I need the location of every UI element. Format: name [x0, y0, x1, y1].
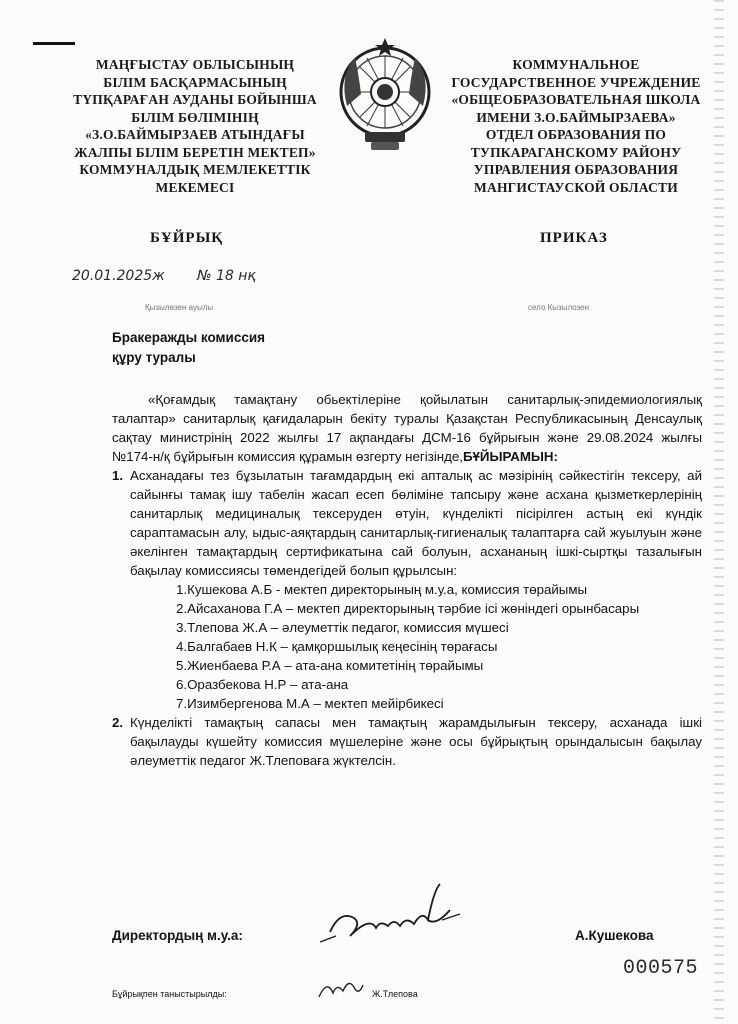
signature-label: Директордың м.у.а: [112, 928, 243, 943]
director-signature-icon [310, 880, 470, 960]
list-item: 6.Оразбекова Н.Р – ата-ана [176, 677, 349, 692]
list-item: 7.Изимбергенова М.А – мектеп мейірбикесі [176, 696, 444, 711]
order-item-1 [112, 466, 702, 713]
place-kz: Қызылөзен ауылы [145, 303, 214, 312]
header-left-line: БІЛІМ БӨЛІМІНІҢ [131, 109, 259, 125]
header-right-line: ИМЕНИ З.О.БАЙМЫРЗАЕВА» [476, 109, 676, 125]
list-item: 4.Балгабаев Н.К – қамқоршылық кеңесінің төрағасы [176, 639, 498, 654]
header-left-line: ТҮПҚАРАҒАН АУДАНЫ БОЙЫНША [73, 92, 317, 107]
header-left-line: «З.О.БАЙМЫРЗАЕВ АТЫНДАҒЫ [85, 127, 305, 142]
header-left-line: ЖАЛПЫ БІЛІМ БЕРЕТІН МЕКТЕП» [74, 144, 316, 160]
preamble-text: «Қоғамдық тамақтану обьектілеріне қойылатын санитарлық-эпидемиологиялық талаптар» санитарлық қағидаларын бекіту туралы Қазақстан Республикасының Денсаулық сақтау министрінің 2022 жылғы 17 ақпандағы ДСМ-16 бұйрығын және 29.08.2024 жылғы №174-н/қ бұйрығын комиссия құрамын өзгерту негізінде, [112, 392, 702, 464]
list-item: 1.Кушекова А.Б - мектеп директорының м.у.а, комиссия төрайымы [176, 582, 588, 597]
preamble-command: БҰЙЫРАМЫН: [462, 449, 558, 464]
signatory-name: А.Кушекова [575, 928, 654, 943]
order-number: № 18 нқ [197, 268, 256, 284]
order-subject [112, 328, 265, 368]
item-content [130, 466, 702, 713]
header-left-line: МАҢҒЫСТАУ ОБЛЫСЫНЫҢ [95, 57, 295, 72]
list-item: 5.Жиенбаева Р.А – ата-ана комитетінің төрайымы [176, 658, 484, 673]
commission-members-list [176, 580, 702, 713]
scan-edge-dots [714, 0, 724, 1024]
header-right-line: МАНГИСТАУСКОЙ ОБЛАСТИ [474, 179, 678, 195]
subject-line: құру туралы [112, 350, 196, 365]
header-left-line: МЕКЕМЕСІ [155, 179, 235, 195]
registration-number: 000575 [623, 957, 699, 980]
top-dash-mark [33, 42, 75, 45]
list-item: 3.Тлепова Ж.А – әлеуметтік педагог, комиссия мүшесі [176, 620, 509, 635]
header-left-line: КОММУНАЛДЫҚ МЕМЛЕКЕТТІК [79, 162, 311, 177]
header-right-line: ГОСУДАРСТВЕННОЕ УЧРЕЖДЕНИЕ [451, 74, 701, 90]
list-item: 2.Айсаханова Г.А – мектеп директорының тәрбие ісі жөніндегі орынбасары [176, 601, 640, 616]
header-right-line: ОТДЕЛ ОБРАЗОВАНИЯ ПО [485, 127, 667, 142]
state-emblem-icon [335, 36, 435, 154]
header-right-line: «ОБЩЕОБРАЗОВАТЕЛЬНАЯ ШКОЛА [451, 92, 701, 107]
acknowledgement-name: Ж.Тлепова [372, 989, 418, 999]
item-number: 1. [112, 468, 124, 483]
order-title-kz: БҰЙРЫҚ [150, 230, 224, 246]
item-number: 2. [112, 715, 124, 730]
item-text: Күнделікті тамақтың сапасы мен тамақтың жарамдылығын тексеру, асханада ішкі бақылауды күшейту комиссия мүшелеріне және осы бұйрықтың орындалысын бақылау әлеуметтік педагог Ж.Тлеповаға жүктелсін. [130, 715, 702, 768]
header-right-line: ТУПКАРАГАНСКОМУ РАЙОНУ [470, 144, 682, 160]
header-right-line: КОММУНАЛЬНОЕ [512, 57, 640, 72]
subject-line: Бракеражды комиссия [112, 330, 266, 345]
acknowledgement-label: Бұйрықпен таныстырылды: [112, 989, 227, 999]
order-title-ru: ПРИКАЗ [540, 230, 608, 246]
header-left-line: БІЛІМ БАСҚАРМАСЫНЫҢ [103, 74, 287, 90]
order-item-2 [112, 713, 702, 770]
header-right-line: УПРАВЛЕНИЯ ОБРАЗОВАНИЯ [473, 162, 679, 177]
header-right-ru [440, 56, 712, 196]
item-text: Асханадағы тез бұзылатын тағамдардың екі апталық ас мәзірінің сәйкестігін тексеру, ай сайынғы тамақ ішу табелін жасап есеп бөліміне тапсыру және асхана қызметкерлерінің санитарлық медициналық тексеруден өтуін, күнделікті пісірілген астың екі күндік сараптамасын алу, ыдыс-аяқтардың санитарлық-гигиеналық талаптарға сай жуылуын және әкелінген тамақтардың сертификатына сай болуын, асхананың ішкі-сыртқы тазалығын бақылау комиссиясы төмендегідей болып құрылсын: [130, 468, 702, 578]
order-body [112, 390, 702, 770]
preamble-paragraph [112, 390, 702, 466]
header-left-kz [60, 56, 330, 196]
acknowledgement-signature-icon [315, 975, 365, 1005]
order-date: 20.01.2025ж [72, 268, 165, 284]
place-ru: село Кызылозен [528, 303, 590, 312]
